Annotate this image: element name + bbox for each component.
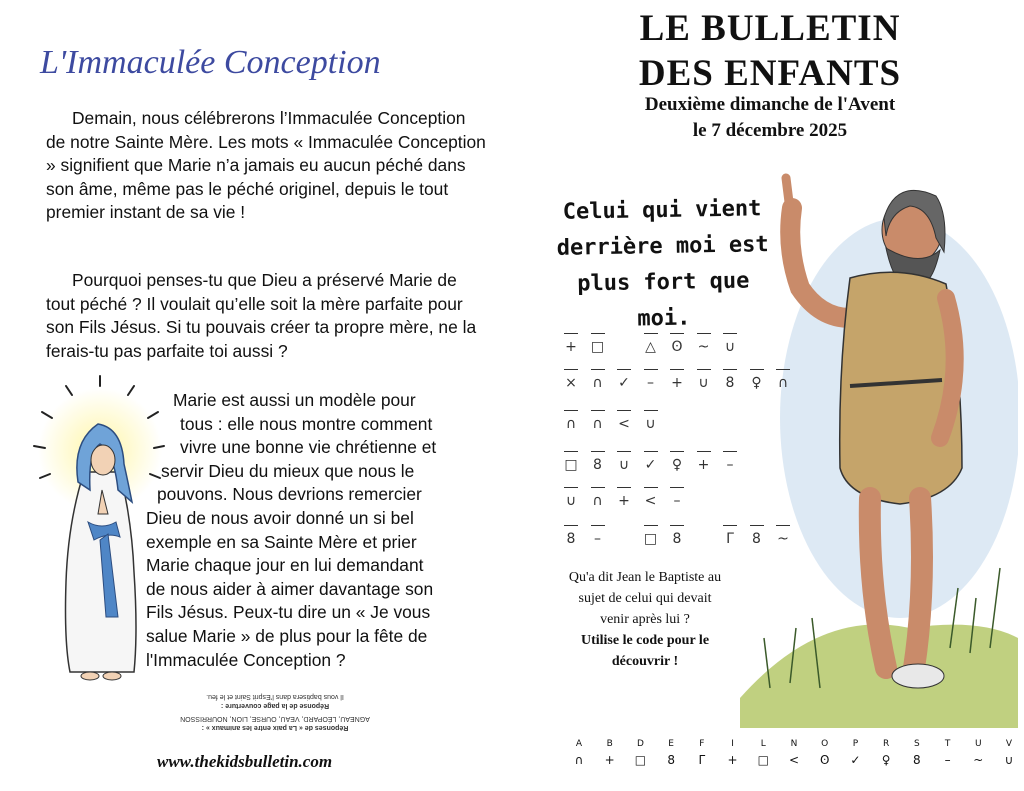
paragraph-model-line: salue Marie » de plus pour la fête de <box>146 626 428 646</box>
code-cell[interactable] <box>562 369 580 389</box>
answer-blank-line <box>564 369 578 370</box>
code-cell[interactable] <box>721 525 739 545</box>
answer-blank-line <box>617 451 631 452</box>
code-cell[interactable] <box>615 451 633 471</box>
paragraph-model-line: Fils Jésus. Peux-tu dire un « Je vous <box>146 602 431 623</box>
code-key-entry <box>785 736 803 768</box>
answer-blank-line <box>591 451 605 452</box>
code-space <box>695 525 713 545</box>
code-cell[interactable] <box>695 369 713 389</box>
code-symbol: ∩ <box>565 416 577 432</box>
paragraph-model-line: l'Immaculée Conception ? <box>146 649 346 670</box>
answer-blank-line <box>591 487 605 488</box>
answer-blank-line <box>776 525 790 526</box>
code-key-entry <box>877 736 895 768</box>
code-symbol: ∩ <box>592 416 603 432</box>
paragraph-why <box>46 269 486 363</box>
code-key-entry <box>908 736 926 768</box>
code-symbol: ∩ <box>777 375 789 391</box>
answer-blank-line <box>697 369 711 370</box>
code-symbol: – <box>647 375 654 391</box>
code-cell[interactable] <box>615 369 633 389</box>
code-key-entry <box>939 736 957 768</box>
code-cell[interactable] <box>615 410 633 430</box>
answer-blank-line <box>644 410 658 411</box>
code-symbol: □ <box>564 457 578 473</box>
answer-blank-line <box>750 525 764 526</box>
code-cell[interactable] <box>642 369 660 389</box>
code-symbol: □ <box>590 339 605 355</box>
verse-line-3: plus fort que moi. <box>577 268 750 332</box>
code-symbol: ∩ <box>592 375 603 391</box>
code-symbol: 8 <box>725 375 735 391</box>
code-cell[interactable] <box>721 451 739 471</box>
code-cell[interactable] <box>668 525 686 545</box>
code-symbol: ∪ <box>698 375 709 391</box>
key-letter: F <box>699 739 705 749</box>
paragraph-model-line: exemple en sa Sainte Mère et prier <box>146 531 417 552</box>
code-key-entry <box>969 736 987 768</box>
paragraph-why-text: Pourquoi penses-tu que Dieu a préservé Marie de tout péché ? Il voulait qu’elle soit la mère parfaite pour son Fils Jésus. Si tu pouvais créer ta propre mère, ne la ferais-tu pas parfaite toi aussi ? <box>46 270 477 361</box>
code-cell[interactable] <box>668 333 686 353</box>
code-symbol: – <box>594 531 601 547</box>
subtitle-date: le 7 décembre 2025 <box>692 120 848 141</box>
website-link[interactable]: www.thekidsbulletin.com <box>157 752 333 771</box>
code-cell[interactable] <box>668 487 686 507</box>
verse-line-1: Celui qui vient <box>562 196 762 225</box>
code-symbol: + <box>565 339 577 355</box>
code-symbol: ♀ <box>751 375 762 391</box>
key-letter: E <box>668 739 674 749</box>
code-symbol: ~ <box>697 339 710 355</box>
answer-blank-line <box>564 410 578 411</box>
key-symbol: ♀ <box>881 753 891 767</box>
code-cell[interactable] <box>562 410 580 430</box>
key-letter: U <box>974 739 982 749</box>
code-key-entry <box>816 736 834 768</box>
code-cell[interactable] <box>562 525 580 545</box>
answer-blank-line <box>723 369 737 370</box>
paragraph-model-line: Marie chaque jour en lui demandant <box>146 555 424 576</box>
answer-blank-line <box>670 333 684 334</box>
code-cell[interactable] <box>668 369 686 389</box>
paragraph-intro-text: Demain, nous célébrerons l’Immaculée Conception de notre Sainte Mère. Les mots « Immaculée Conception » signifient que Marie n’a jamais eu aucun péché dans son âme, même pas le péché originel, depuis le tout premier instant de sa vie ! <box>46 108 486 222</box>
code-key-entry <box>754 736 772 768</box>
code-symbol: ∪ <box>645 416 656 432</box>
answers-animals-heading: Réponses de « La paix entre les animaux » : <box>201 724 349 731</box>
code-symbol: 8 <box>752 531 761 547</box>
answer-blank-line <box>670 525 684 526</box>
key-letter: L <box>760 739 766 749</box>
code-symbol: ∪ <box>618 457 630 473</box>
code-symbol: ∩ <box>592 493 603 509</box>
code-symbol: ∪ <box>565 493 577 509</box>
paragraph-model-line: Marie est aussi un modèle pour <box>173 390 416 410</box>
code-cell[interactable] <box>642 333 660 353</box>
answer-blank-line <box>591 369 605 370</box>
key-symbol: + <box>604 753 615 767</box>
answer-blank-line <box>564 333 578 334</box>
code-symbol: ~ <box>777 531 789 547</box>
key-symbol: Γ <box>698 753 706 767</box>
answer-blank-line <box>617 369 631 370</box>
code-symbol: × <box>565 375 577 391</box>
paragraph-model-line: Dieu de nous avoir donné un si bel <box>146 508 414 528</box>
bulletin-subtitle <box>600 92 940 144</box>
answer-blank-line <box>697 451 711 452</box>
code-symbol: ♀ <box>671 457 683 473</box>
code-symbol: △ <box>645 339 656 355</box>
key-symbol: 8 <box>667 753 675 767</box>
paragraph-model-line: pouvons. Nous devrions remercier <box>157 484 422 505</box>
paragraph-intro <box>46 107 486 225</box>
paragraph-model-line: vivre une bonne vie chrétienne et <box>180 437 437 458</box>
answer-blank-line <box>670 451 684 452</box>
code-cell[interactable] <box>589 487 607 507</box>
code-symbol: □ <box>643 531 658 547</box>
code-symbol: + <box>697 457 710 473</box>
code-cell[interactable] <box>774 525 792 545</box>
code-cell[interactable] <box>774 369 792 389</box>
answer-blank-line <box>617 487 631 488</box>
key-letter: B <box>606 739 613 749</box>
answer-blank-line <box>564 451 578 452</box>
code-cell[interactable] <box>695 451 713 471</box>
code-symbol: < <box>618 416 630 432</box>
code-cell[interactable] <box>721 333 739 353</box>
code-space <box>615 333 633 353</box>
code-cell[interactable] <box>589 410 607 430</box>
bulletin-title-line1: LE BULLETIN <box>639 8 901 49</box>
code-cell[interactable] <box>589 451 607 471</box>
answers-cover-heading: Réponse de la page couverture : <box>220 702 330 709</box>
code-cell[interactable] <box>695 333 713 353</box>
key-symbol: – <box>944 753 951 767</box>
code-cell[interactable] <box>589 525 607 545</box>
key-symbol: □ <box>634 753 647 767</box>
key-symbol: < <box>788 753 800 767</box>
key-symbol: 8 <box>913 753 921 767</box>
answer-blank-line <box>723 451 737 452</box>
code-space <box>615 525 633 545</box>
code-symbol: ∪ <box>724 339 736 355</box>
key-symbol: ʘ <box>819 753 830 767</box>
code-cell[interactable] <box>615 487 633 507</box>
answer-blank-line <box>644 369 658 370</box>
code-cell[interactable] <box>589 333 607 353</box>
code-cell[interactable] <box>642 410 660 430</box>
key-letter: V <box>1005 739 1013 749</box>
answer-blank-line <box>591 525 605 526</box>
answer-blank-line <box>564 487 578 488</box>
answers-animals-text: AGNEAU, LÉOPARD, VEAU, OURSE, LION, NOURRISSON <box>180 715 370 722</box>
answers-cover-text: Il vous baptisera dans l’Esprit Saint et le feu. <box>206 693 344 700</box>
code-symbol: – <box>726 457 734 473</box>
code-cell[interactable] <box>642 487 660 507</box>
puzzle-question <box>563 567 727 672</box>
paragraph-model-line: servir Dieu du mieux que nous le <box>161 460 415 481</box>
key-letter: O <box>821 739 829 749</box>
answer-blank-line <box>670 487 684 488</box>
bulletin-title-line2: DES ENFANTS <box>638 53 902 94</box>
code-key-entry <box>693 736 711 768</box>
code-symbol: ✓ <box>644 457 657 473</box>
key-symbol: ∪ <box>1004 753 1014 767</box>
key-symbol: ∩ <box>574 753 584 767</box>
answer-blank-line <box>750 369 764 370</box>
code-symbol: 8 <box>593 457 602 473</box>
answer-blank-line <box>644 451 658 452</box>
code-symbol: 8 <box>566 531 576 547</box>
code-cell[interactable] <box>562 487 580 507</box>
key-symbol: ~ <box>973 753 984 767</box>
key-letter: A <box>575 739 583 749</box>
code-cell[interactable] <box>721 369 739 389</box>
key-symbol: ✓ <box>850 753 861 767</box>
code-cell[interactable] <box>642 451 660 471</box>
answer-blank-line <box>723 333 737 334</box>
code-cell[interactable] <box>562 333 580 353</box>
answer-blank-line <box>644 525 658 526</box>
answer-blank-line <box>776 369 790 370</box>
code-cell[interactable] <box>589 369 607 389</box>
code-key-entry <box>1000 736 1018 768</box>
key-letter: P <box>852 739 859 749</box>
code-symbol: < <box>644 493 657 509</box>
key-letter: N <box>790 739 798 749</box>
code-key-entry <box>662 736 680 768</box>
code-key-entry <box>724 736 742 768</box>
key-letter: R <box>883 739 890 749</box>
code-cell[interactable] <box>562 451 580 471</box>
paragraph-model-line: tous : elle nous montre comment <box>180 413 433 434</box>
code-symbol: ʘ <box>671 339 683 355</box>
code-symbol: + <box>618 493 630 509</box>
answer-blank-line <box>617 410 631 411</box>
code-symbol: Γ <box>726 531 734 547</box>
answer-blank-line <box>670 369 684 370</box>
answer-blank-line <box>723 525 737 526</box>
code-symbol: – <box>673 493 681 509</box>
key-letter: T <box>944 739 951 749</box>
code-key-entry <box>846 736 864 768</box>
page-title-immaculee: L'Immaculée Conception <box>40 44 381 81</box>
code-cell[interactable] <box>748 369 766 389</box>
key-letter: I <box>731 739 734 749</box>
code-symbol: + <box>671 375 683 391</box>
code-key-entry <box>601 736 619 768</box>
code-cell[interactable] <box>748 525 766 545</box>
answer-blank-line <box>591 333 605 334</box>
code-cell[interactable] <box>642 525 660 545</box>
bulletin-title <box>600 6 940 96</box>
question-text: Qu'a dit Jean le Baptiste au sujet de celui qui devait venir après lui ? <box>568 570 722 627</box>
key-symbol: □ <box>757 753 769 767</box>
verse-line-2: derrière moi est <box>556 232 769 261</box>
code-symbol: 8 <box>672 531 682 547</box>
key-letter: D <box>636 739 644 749</box>
code-symbol: ✓ <box>618 375 630 391</box>
code-key-entry <box>631 736 649 768</box>
upside-down-answers <box>160 692 390 732</box>
key-letter: S <box>913 739 920 749</box>
code-key-entry <box>570 736 588 768</box>
answer-blank-line <box>644 487 658 488</box>
scripture-verse <box>547 191 779 339</box>
paragraph-model-line: de nous aider à aimer davantage son <box>146 578 434 599</box>
code-cell[interactable] <box>668 451 686 471</box>
subtitle-sunday: Deuxième dimanche de l'Avent <box>644 94 896 115</box>
answer-blank-line <box>591 410 605 411</box>
key-symbol: + <box>727 753 738 767</box>
answer-blank-line <box>644 333 658 334</box>
answer-blank-line <box>564 525 578 526</box>
mary-illustration <box>28 372 168 692</box>
answer-blank-line <box>697 333 711 334</box>
question-instruction: Utilise le code pour le découvrir ! <box>580 633 710 669</box>
